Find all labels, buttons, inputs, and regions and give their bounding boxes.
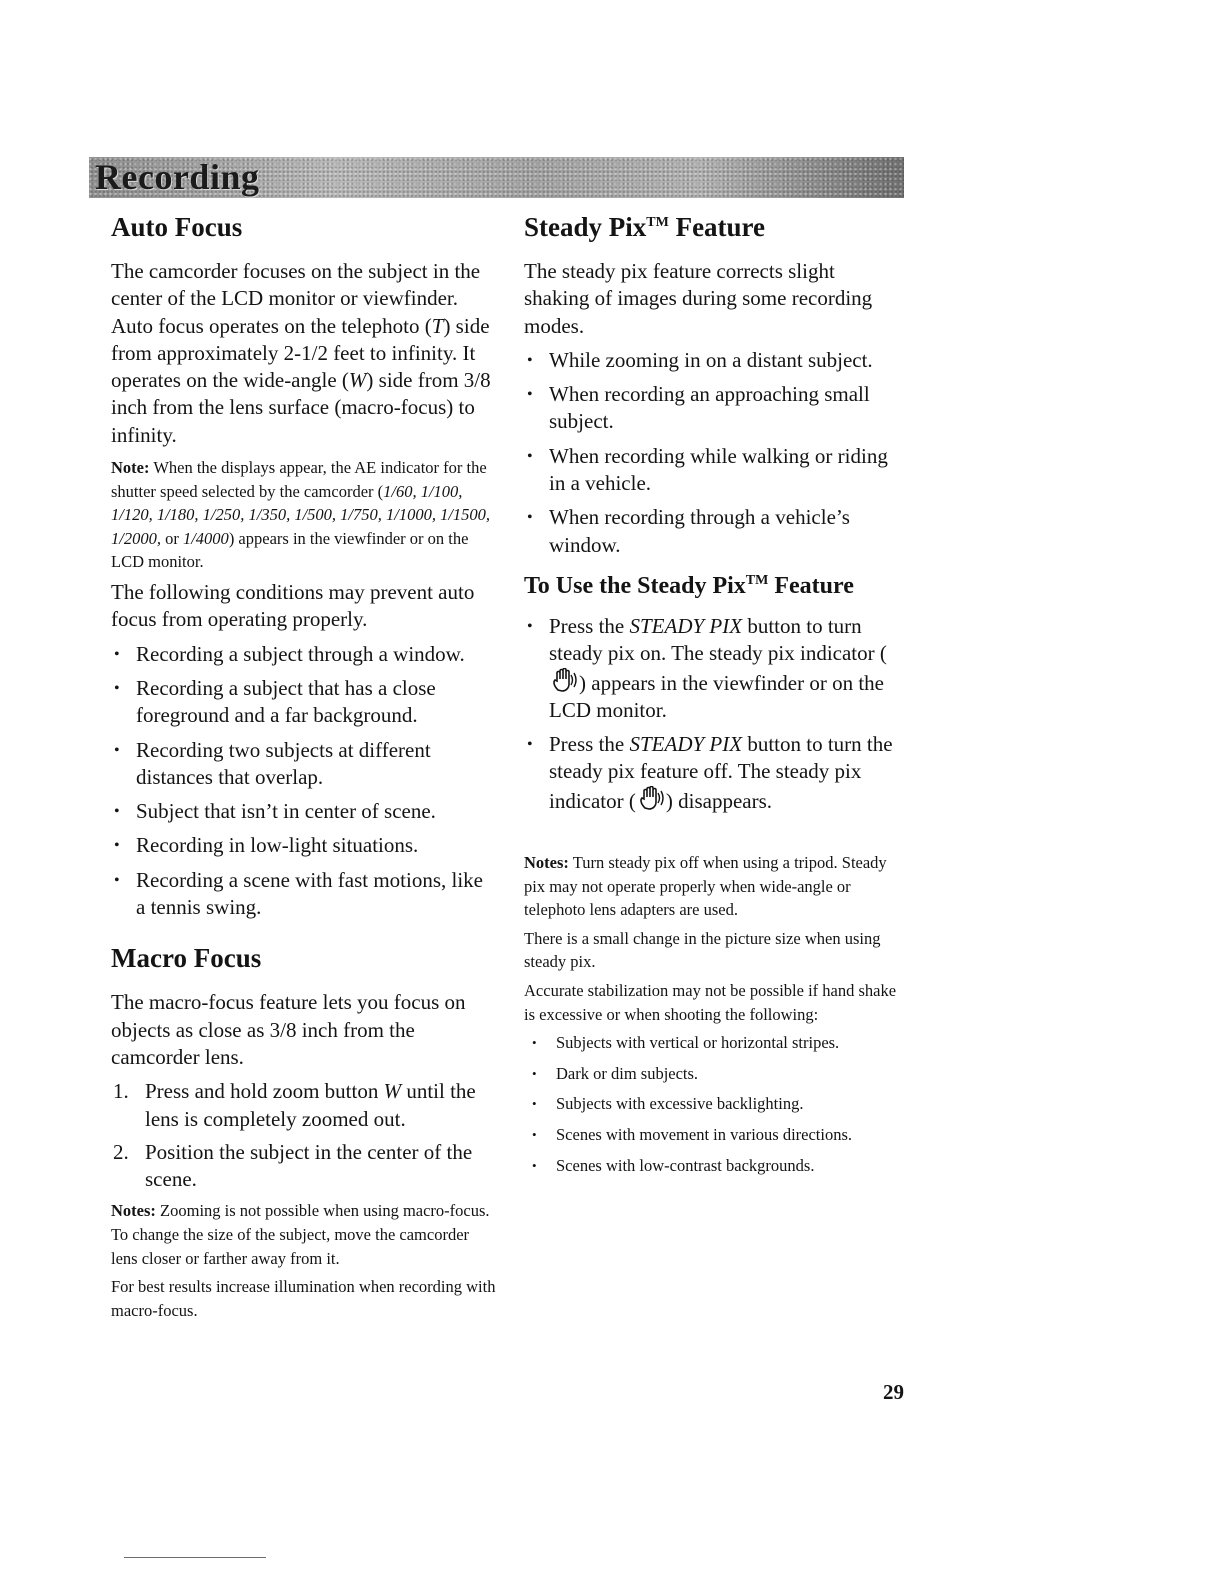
macro-steps-list	[111, 1078, 496, 1193]
footer-rule	[124, 1557, 266, 1558]
list-item: • When recording while walking or riding in a vehicle.	[524, 443, 904, 498]
left-column	[111, 210, 496, 1327]
steady-pix-hand-icon	[549, 668, 579, 694]
macro-notes: Notes: Zooming is not possible when using macro-focus. To change the size of the subject, move the camcorder lens closer or farther away from it.	[111, 1201, 490, 1268]
steady-pix-modes-list	[524, 347, 904, 559]
list-item: • Dark or dim subjects.	[524, 1062, 904, 1086]
macro-note-2: For best results increase illumination when recording with macro-focus.	[111, 1277, 496, 1320]
auto-focus-note: Note: When the displays appear, the AE indicator for the shutter speed selected by the camcorder (1/60, 1/100, 1/120, 1/180, 1/250, 1/350, 1/500, 1/750, 1/1000, 1/1500, 1/2000, or 1/4000) appears in the viewfinder or on the LCD monitor.	[111, 458, 491, 572]
list-item: • Recording a scene with fast motions, like a tennis swing.	[111, 867, 496, 922]
list-item: • While zooming in on a distant subject.	[524, 347, 904, 374]
steady-pix-intro: The steady pix feature corrects slight shaking of images during some recording modes.	[524, 259, 873, 338]
steady-pix-notes: Notes: Turn steady pix off when using a tripod. Steady pix may not operate properly when wide-angle or telephoto lens adapters are used.	[524, 853, 887, 920]
list-item: 2. Position the subject in the center of the scene.	[113, 1139, 473, 1192]
steady-pix-heading: Steady Pix™ Feature	[524, 212, 766, 242]
list-item: • Subjects with excessive backlighting.	[524, 1092, 904, 1116]
auto-focus-intro: The camcorder focuses on the subject in the center of the LCD monitor or viewfinder. Auto focus operates on the telephoto (T) side from approximately 2-1/2 feet to infinity. It operates on the wide-angle (W) side from 3/8 inch from the lens surface (macro-focus) to infinity.	[111, 259, 491, 447]
section-banner	[89, 157, 904, 198]
page-number: 29	[883, 1380, 904, 1404]
use-steady-pix-heading: To Use the Steady Pix™ Feature	[524, 572, 854, 599]
auto-focus-conditions-list	[111, 641, 496, 922]
list-item: • Press the STEADY PIX button to turn the steady pix feature off. The steady pix indicator ( ) disappears.	[524, 731, 904, 815]
section-title: Recording	[95, 157, 260, 197]
list-item: • Subjects with vertical or horizontal stripes.	[524, 1031, 904, 1055]
list-item: • Recording a subject through a window.	[111, 641, 496, 668]
list-item: • Scenes with low-contrast backgrounds.	[524, 1154, 904, 1178]
steady-pix-note-2: There is a small change in the picture size when using steady pix.	[524, 928, 881, 972]
macro-focus-intro: The macro-focus feature lets you focus on objects as close as 3/8 inch from the camcorder lens.	[111, 990, 466, 1069]
list-item: 1. Press and hold zoom button W until the lens is completely zoomed out.	[113, 1079, 476, 1131]
macro-focus-heading: Macro Focus	[111, 943, 262, 974]
conditions-intro: The following conditions may prevent auto focus from operating properly.	[111, 580, 475, 632]
list-item: • When recording an approaching small subject.	[524, 381, 904, 436]
list-item: • Recording in low-light situations.	[111, 832, 496, 859]
list-item: • Press the STEADY PIX button to turn steady pix on. The steady pix indicator () appears in the viewfinder or on the LCD monitor.	[524, 613, 904, 724]
list-item: • When recording through a vehicle’s window.	[524, 504, 904, 559]
list-item: • Recording a subject that has a close foreground and a far background.	[111, 675, 496, 730]
list-item: • Scenes with movement in various directions.	[524, 1123, 904, 1147]
stabilization-conditions-list	[524, 1031, 904, 1177]
use-steady-pix-steps	[524, 613, 904, 815]
steady-pix-note-3: Accurate stabilization may not be possible if hand shake is excessive or when shooting the following:	[524, 981, 897, 1024]
list-item: • Recording two subjects at different distances that overlap.	[111, 737, 496, 792]
auto-focus-heading: Auto Focus	[111, 212, 243, 242]
list-item: • Subject that isn’t in center of scene.	[111, 798, 496, 825]
steady-pix-hand-icon	[636, 786, 666, 812]
right-column	[524, 210, 904, 1185]
